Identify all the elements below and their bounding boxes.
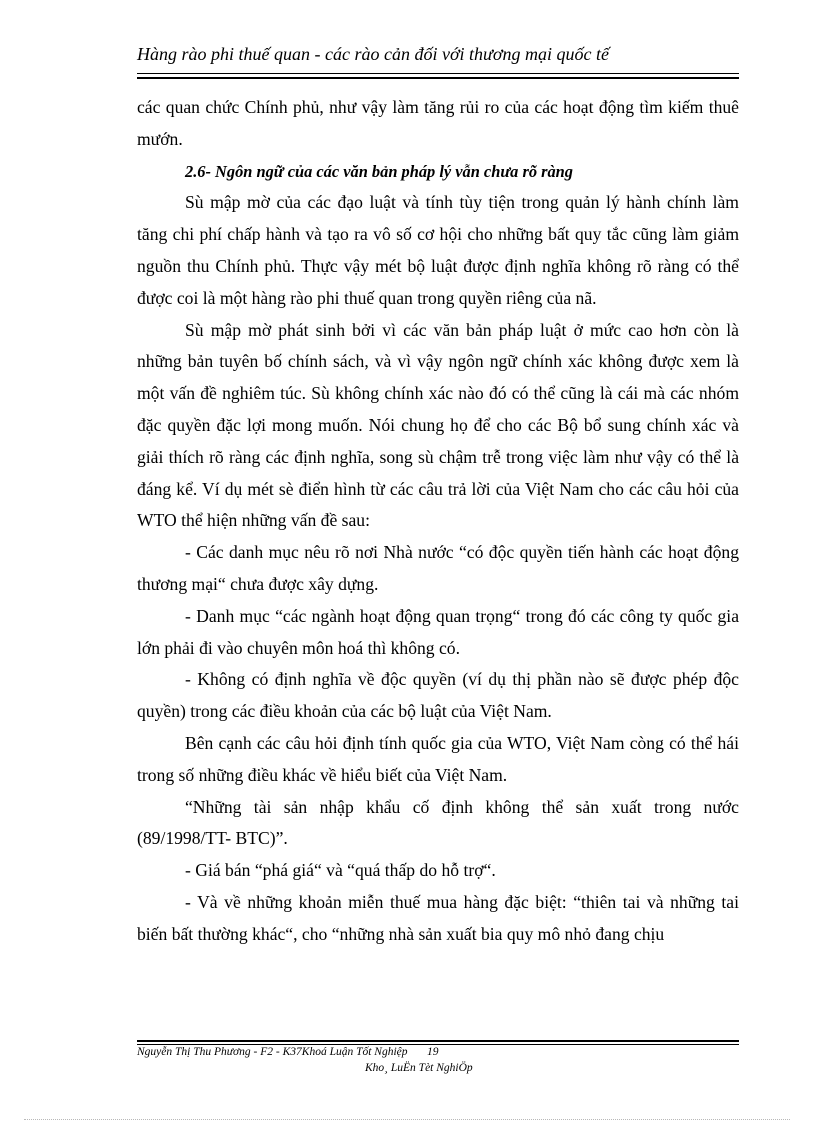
- paragraph: “Những tài sản nhập khẩu cố định không thể sản xuất trong nước (89/1998/TT- BTC)”.: [137, 796, 739, 849]
- footer-rule-thick: [137, 1040, 739, 1042]
- list-item: - Không có định nghĩa về độc quyền (ví dụ thị phần nào sẽ được phép độc quyền) trong các điều khoản của các bộ luật của Việt Nam.: [137, 669, 739, 722]
- header-rule-thin: [137, 73, 739, 74]
- footer-author: Nguyễn Thị Thu Phương - F2 - K37Khoá Luận Tốt Nghiệp: [137, 1046, 408, 1058]
- paragraph-continuation: các quan chức Chính phủ, như vậy làm tăng rủi ro của các hoạt động tìm kiếm thuê mướn.: [137, 97, 739, 149]
- paragraph: Sù mập mờ phát sinh bởi vì các văn bản pháp luật ở mức cao hơn còn là những bản tuyên bố chính sách, và vì vậy ngôn ngữ chính xác không được xem là một vấn đề nghiêm túc. Sù không chính xác nào đó có thể cũng là cái mà các nhóm đặc quyền đặc lợi mong muốn. Nói chung họ để cho các Bộ bổ sung chính xác và giải thích rõ ràng các định nghĩa, song sù chậm trễ trong việc làm như vậy có thể là đáng kể. Ví dụ mét sè điển hình từ các câu trả lời của Việt Nam cho các câu hỏi của WTO thể hiện những vấn đề sau:: [137, 319, 739, 531]
- footer-title: Kho¸ LuËn Tèt NghiÖp: [365, 1062, 473, 1074]
- page-boundary-dotted-line: [24, 1119, 790, 1120]
- list-item: - Giá bán “phá giá“ và “quá thấp do hỗ trợ“.: [185, 860, 496, 881]
- list-item: - Các danh mục nêu rõ nơi Nhà nước “có độc quyền tiến hành các hoạt động thương mại“ chưa được xây dựng.: [137, 542, 739, 594]
- list-item: - Và về những khoản miễn thuế mua hàng đặc biệt: “thiên tai và những tai biến bất thường khác“, cho “những nhà sản xuất bia quy mô nhỏ đang chịu: [137, 891, 739, 944]
- running-header: Hàng rào phi thuế quan - các rào cản đối với thương mại quốc tế: [137, 44, 609, 64]
- paragraph: Sù mập mờ của các đạo luật và tính tùy tiện trong quản lý hành chính làm tăng chi phí chấp hành và tạo ra vô số cơ hội cho những bất quy tắc cũng làm giảm nguồn thu Chính phủ. Thực vậy mét bộ luật được định nghĩa không rõ ràng có thể được coi là một hàng rào phi thuế quan trong quyền riêng của nã.: [137, 192, 739, 308]
- page-number: 19: [427, 1046, 439, 1058]
- section-heading: 2.6- Ngôn ngữ của các văn bản pháp lý vẫn chưa rõ ràng: [185, 161, 573, 181]
- footer-rule-thin: [137, 1044, 739, 1045]
- list-item: - Danh mục “các ngành hoạt động quan trọng“ trong đó các công ty quốc gia lớn phải đi vào chuyên môn hoá thì không có.: [137, 605, 739, 658]
- document-body: [137, 92, 739, 951]
- header-rule-thick: [137, 77, 739, 79]
- paragraph: Bên cạnh các câu hỏi định tính quốc gia của WTO, Việt Nam còng có thể hái trong số những điều khác về hiểu biết của Việt Nam.: [137, 732, 739, 785]
